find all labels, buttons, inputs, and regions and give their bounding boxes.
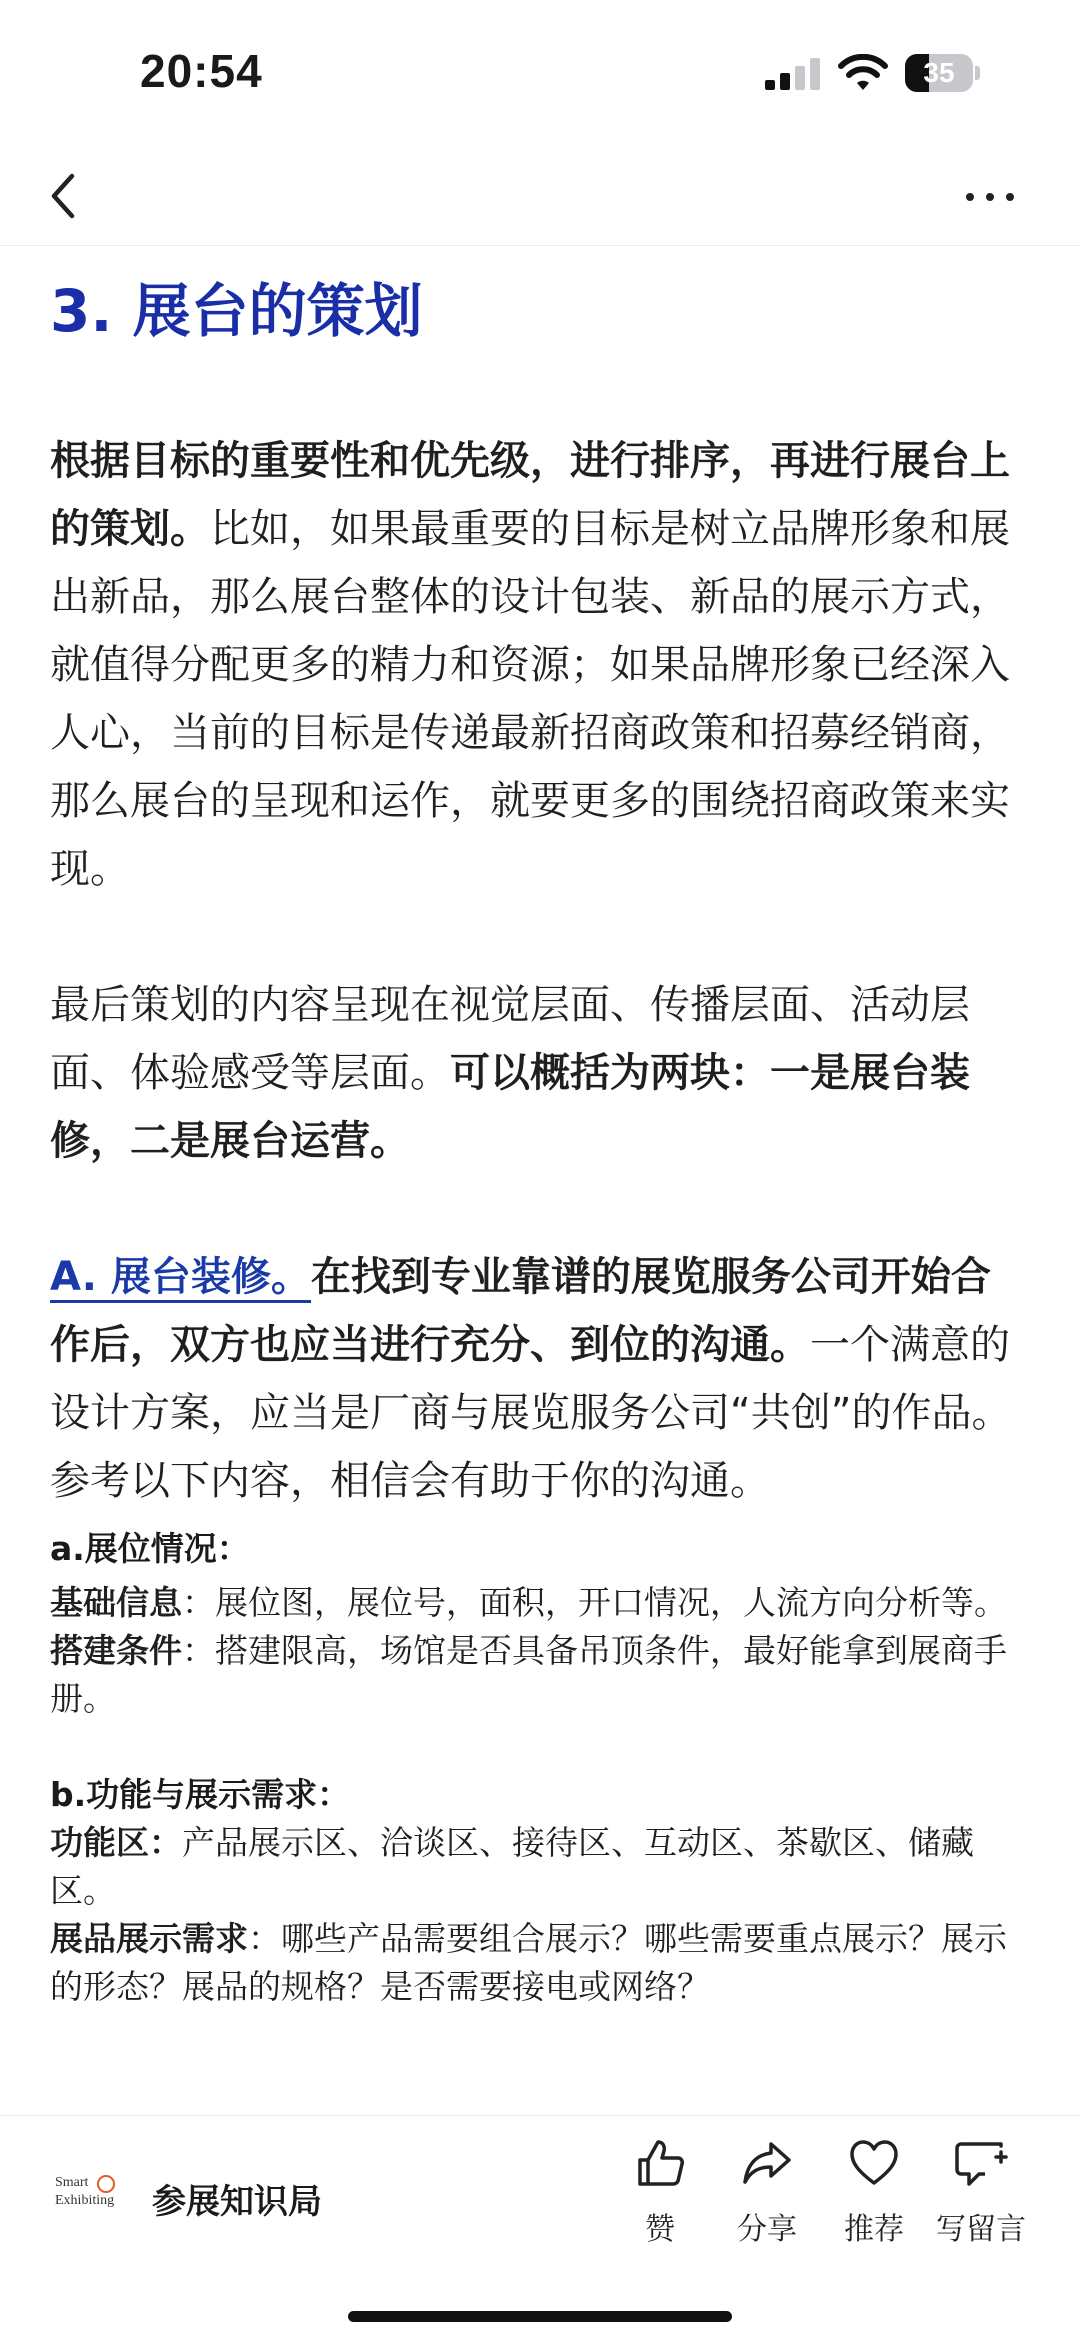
section-heading: 3. 展台的策划 (50, 277, 423, 345)
wifi-icon (838, 54, 888, 92)
paragraph-3 (50, 1243, 1030, 1515)
paragraph-2 (50, 971, 1030, 1175)
account-name[interactable]: 参展知识局 (152, 2182, 322, 2222)
build-conditions-item (50, 1627, 1030, 1723)
logo-ring-icon (97, 2175, 115, 2193)
logo-line-1: Smart (55, 2175, 89, 2190)
heart-icon (848, 2138, 900, 2188)
paragraph-1-emphasis: 根据目标的重要性和优先级，进行排序，再进行展台上的策划。 (50, 437, 1010, 552)
build-conditions-text: ：搭建限高，场馆是否具备吊顶条件，最好能拿到展商手册。 (50, 1630, 1007, 1718)
nav-bar (0, 150, 1080, 246)
function-area-text: 产品展示区、洽谈区、接待区、互动区、茶歇区、储藏区。 (50, 1822, 974, 1910)
exhibit-needs-item (50, 1915, 1030, 2011)
write-comment-label: 写留言 (936, 2212, 1026, 2247)
write-comment-button[interactable] (931, 2138, 1031, 2248)
battery-percent: 35 (923, 57, 955, 88)
account-logo[interactable] (55, 2171, 125, 2221)
status-time: 20:54 (140, 45, 263, 97)
share-icon (741, 2138, 793, 2188)
paragraph-2-text: 最后策划的内容呈现在视觉层面、传播层面、活动层面、体验感受等层面。 (50, 981, 970, 1096)
build-conditions-label: 搭建条件 (50, 1630, 182, 1670)
paragraph-3-emphasis: 在找到专业靠谱的展览服务公司开始合作后，双方也应当进行充分、到位的沟通。 (50, 1253, 991, 1368)
home-indicator[interactable] (348, 2311, 732, 2322)
recommend-button[interactable] (824, 2138, 924, 2248)
like-label: 赞 (645, 2212, 675, 2247)
article-body (50, 245, 1030, 2115)
thumbs-up-icon (634, 2138, 686, 2188)
recommend-label: 推荐 (844, 2212, 904, 2247)
share-button[interactable] (717, 2138, 817, 2248)
exhibit-needs-text: ：哪些产品需要组合展示？哪些需要重点展示？展示的形态？展品的规格？是否需要接电或网络？ (50, 1918, 1007, 2006)
subsection-a-title: a.展位情况： (50, 1528, 250, 1568)
battery-icon (905, 54, 981, 92)
exhibit-needs-label: 展品展示需求 (50, 1918, 248, 1958)
paragraph-1 (50, 427, 1030, 903)
comment-icon (953, 2138, 1009, 2188)
basic-info-text: ：展位图，展位号，面积，开口情况，人流方向分析等。 (182, 1582, 1007, 1622)
cellular-signal-icon (765, 58, 823, 90)
back-icon[interactable] (42, 166, 92, 226)
share-label: 分享 (737, 2212, 797, 2247)
paragraph-1-text: 比如，如果最重要的目标是树立品牌形象和展出新品，那么展台整体的设计包装、新品的展示方式，就值得分配更多的精力和资源；如果品牌形象已经深入人心，当前的目标是传递最新招商政策和招募经销商，那么展台的呈现和运作，就要更多的围绕招商政策来实现。 (50, 505, 1010, 892)
more-icon[interactable] (960, 172, 1020, 222)
paragraph-3-text: 一个满意的设计方案，应当是厂商与展览服务公司“共创”的作品。参考以下内容，相信会有助于你的沟通。 (50, 1321, 1012, 1504)
like-button[interactable] (610, 2138, 710, 2248)
basic-info-item (50, 1579, 1030, 1627)
bottom-action-bar (0, 2115, 1080, 2342)
status-bar (0, 0, 1080, 150)
function-area-label: 功能区： (50, 1822, 182, 1862)
section-a-link[interactable]: A. 展台装修。 (50, 1254, 311, 1303)
function-area-item (50, 1819, 1030, 1915)
subsection-b-title: b.功能与展示需求： (50, 1774, 351, 1814)
basic-info-label: 基础信息 (50, 1582, 182, 1622)
paragraph-2-emphasis: 可以概括为两块：一是展台装修，二是展台运营。 (50, 1049, 970, 1164)
logo-line-2: Exhibiting (55, 2193, 115, 2208)
